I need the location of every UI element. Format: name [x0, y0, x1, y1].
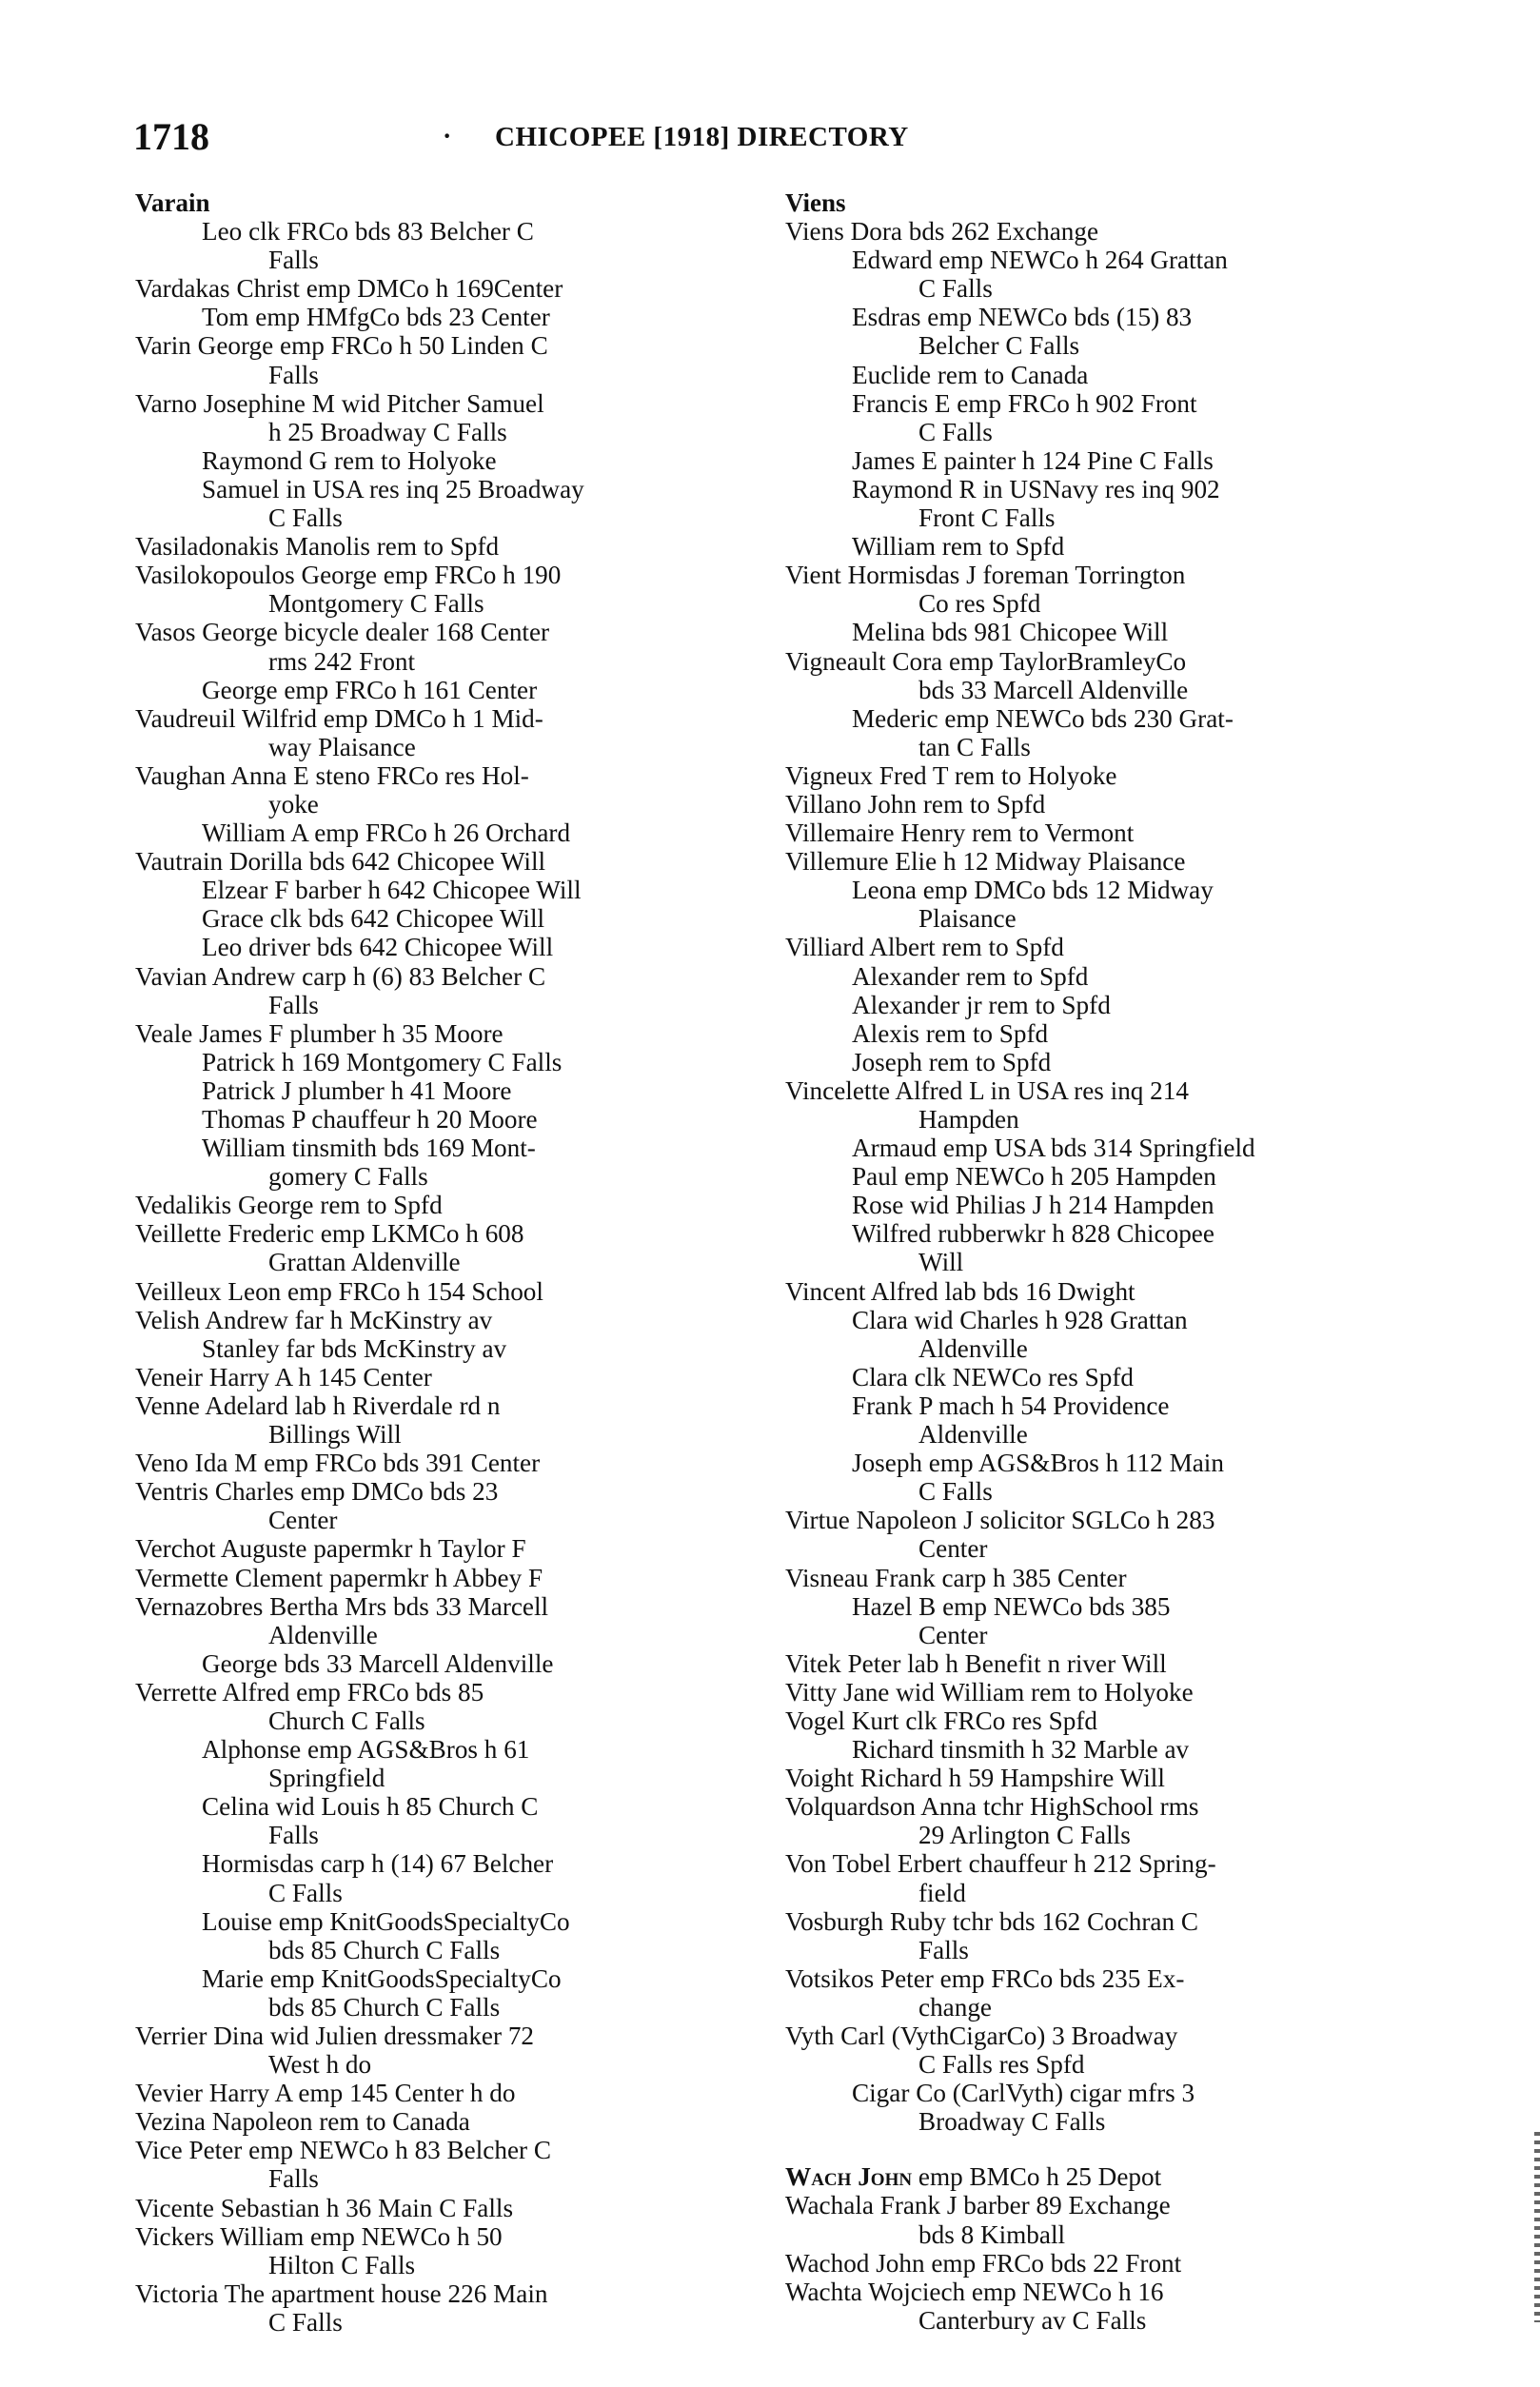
directory-entry: Veilleux Leon emp FRCo h 154 School: [135, 1276, 543, 1306]
directory-entry: Velish Andrew far h McKinstry av: [135, 1305, 493, 1334]
directory-entry: Vermette Clement papermkr h Abbey F: [135, 1563, 543, 1592]
entry-continuation: C Falls: [918, 1477, 993, 1507]
entry-continuation: way Plaisance: [268, 732, 416, 761]
directory-sub-entry: Patrick J plumber h 41 Moore: [202, 1075, 512, 1105]
directory-entry: Viens Dora bds 262 Exchange: [785, 217, 1099, 247]
directory-sub-entry: Alexander jr rem to Spfd: [852, 990, 1111, 1019]
directory-entry: Vogel Kurt clk FRCo res Spfd: [785, 1706, 1098, 1735]
directory-entry: Vautrain Dorilla bds 642 Chicopee Will: [135, 847, 546, 877]
entry-continuation: Aldenville: [918, 1420, 1028, 1450]
directory-sub-entry: Elzear F barber h 642 Chicopee Will: [202, 876, 582, 905]
directory-entry: Virtue Napoleon J solicitor SGLCo h 283: [785, 1506, 1215, 1535]
directory-entry: Volquardson Anna tchr HighSchool rms: [785, 1792, 1199, 1822]
directory-sub-entry: Richard tinsmith h 32 Marble av: [852, 1735, 1190, 1765]
entry-continuation: Hampden: [918, 1105, 1019, 1134]
directory-sub-entry: Thomas P chauffeur h 20 Moore: [202, 1105, 538, 1134]
directory-sub-entry: Cigar Co (CarlVyth) cigar mfrs 3: [852, 2079, 1195, 2108]
entry-continuation: tan C Falls: [918, 732, 1031, 761]
entry-continuation: C Falls: [268, 503, 343, 533]
directory-entry: Vezina Napoleon rem to Canada: [135, 2107, 470, 2137]
entry-continuation: Belcher C Falls: [918, 331, 1080, 361]
entry-continuation: bds 33 Marcell Aldenville: [918, 675, 1189, 704]
directory-entry: Vasiladonakis Manolis rem to Spfd: [135, 532, 500, 562]
directory-entry: Vevier Harry A emp 145 Center h do: [135, 2079, 516, 2108]
directory-entry: Vaughan Anna E steno FRCo res Hol-: [135, 760, 529, 790]
directory-entry: Vernazobres Bertha Mrs bds 33 Marcell: [135, 1591, 549, 1621]
directory-sub-entry: Grace clk bds 642 Chicopee Will: [202, 904, 545, 934]
directory-sub-entry: Alphonse emp AGS&Bros h 61: [202, 1735, 530, 1765]
directory-entry: Vyth Carl (VythCigarCo) 3 Broadway: [785, 2022, 1178, 2050]
directory-sub-entry: Euclide rem to Canada: [852, 360, 1089, 389]
directory-sub-entry: Hazel B emp NEWCo bds 385: [852, 1591, 1171, 1621]
entry-continuation: gomery C Falls: [268, 1162, 428, 1192]
directory-sub-entry: Tom emp HMfgCo bds 23 Center: [202, 303, 550, 332]
directory-entry: Wachod John emp FRCo bds 22 Front: [785, 2248, 1182, 2278]
directory-sub-entry: Frank P mach h 54 Providence: [852, 1391, 1170, 1420]
entry-continuation: Center: [918, 1534, 988, 1564]
entry-continuation: C Falls: [268, 2307, 343, 2337]
directory-sub-entry: Raymond G rem to Holyoke: [202, 445, 497, 475]
directory-sub-entry: Wilfred rubberwkr h 828 Chicopee: [852, 1219, 1214, 1249]
entry-continuation: Broadway C Falls: [918, 2107, 1106, 2137]
directory-entry: Veneir Harry A h 145 Center: [135, 1362, 432, 1391]
section-heading: Varain: [135, 188, 210, 217]
directory-sub-entry: Melina bds 981 Chicopee Will: [852, 618, 1169, 647]
directory-sub-entry: Stanley far bds McKinstry av: [202, 1333, 507, 1363]
page-number: 1718: [133, 115, 209, 158]
directory-sub-entry: Clara clk NEWCo res Spfd: [852, 1362, 1134, 1391]
directory-sub-entry: Leona emp DMCo bds 12 Midway: [852, 876, 1214, 905]
entry-continuation: bds 85 Church C Falls: [268, 1992, 501, 2022]
directory-entry: Venne Adelard lab h Riverdale rd n: [135, 1391, 501, 1420]
directory-entry: Veillette Frederic emp LKMCo h 608: [135, 1219, 524, 1249]
directory-entry: Veno Ida M emp FRCo bds 391 Center: [135, 1449, 541, 1478]
directory-entry: Vigneux Fred T rem to Holyoke: [785, 760, 1117, 790]
directory-sub-entry: Marie emp KnitGoodsSpecialtyCo: [202, 1963, 562, 1993]
entry-continuation: Church C Falls: [268, 1706, 425, 1735]
directory-entry: Vickers William emp NEWCo h 50: [135, 2221, 503, 2251]
entry-continuation: yoke: [268, 789, 319, 819]
entry-continuation: Aldenville: [918, 1333, 1028, 1363]
directory-entry: Vasos George bicycle dealer 168 Center: [135, 618, 550, 647]
section-heading: Viens: [785, 188, 846, 217]
directory-sub-entry: Armaud emp USA bds 314 Springfield: [852, 1134, 1255, 1163]
directory-entry: Varin George emp FRCo h 50 Linden C: [135, 331, 548, 361]
directory-entry: Villemaire Henry rem to Vermont: [785, 819, 1135, 848]
running-title: CHICOPEE [1918] DIRECTORY: [495, 122, 909, 152]
directory-entry: [785, 2162, 1394, 2191]
entry-continuation: C Falls: [268, 1878, 343, 1907]
entry-name-smallcaps: Wach John: [785, 2162, 913, 2192]
entry-continuation: field: [918, 1878, 966, 1907]
entry-continuation: 29 Arlington C Falls: [918, 1821, 1131, 1850]
entry-continuation: Will: [918, 1248, 964, 1277]
directory-entry: Vigneault Cora emp TaylorBramleyCo: [785, 646, 1187, 676]
directory-entry: Votsikos Peter emp FRCo bds 235 Ex-: [785, 1963, 1185, 1993]
directory-sub-entry: Francis E emp FRCo h 902 Front: [852, 388, 1197, 418]
directory-sub-entry: George bds 33 Marcell Aldenville: [202, 1648, 554, 1678]
directory-entry: Ventris Charles emp DMCo bds 23: [135, 1477, 499, 1507]
entry-continuation: West h do: [268, 2050, 372, 2080]
page-header: [133, 114, 1437, 171]
entry-continuation: h 25 Broadway C Falls: [268, 417, 507, 446]
directory-sub-entry: James E painter h 124 Pine C Falls: [852, 445, 1214, 475]
directory-entry: Vosburgh Ruby tchr bds 162 Cochran C: [785, 1906, 1198, 1936]
directory-sub-entry: George emp FRCo h 161 Center: [202, 675, 538, 704]
directory-sub-entry: Clara wid Charles h 928 Grattan: [852, 1305, 1188, 1334]
directory-sub-entry: Joseph emp AGS&Bros h 112 Main: [852, 1449, 1224, 1478]
entry-continuation: rms 242 Front: [268, 646, 416, 676]
entry-continuation: Springfield: [268, 1764, 385, 1793]
entry-continuation: Canterbury av C Falls: [918, 2305, 1147, 2335]
entry-continuation: Falls: [918, 1935, 969, 1964]
directory-entry: Wachala Frank J barber 89 Exchange: [785, 2191, 1171, 2220]
directory-sub-entry: William rem to Spfd: [852, 532, 1065, 562]
entry-continuation: Center: [268, 1506, 338, 1535]
entry-continuation: bds 8 Kimball: [918, 2219, 1066, 2249]
directory-sub-entry: Celina wid Louis h 85 Church C: [202, 1792, 539, 1822]
directory-entry: Vient Hormisdas J foreman Torrington: [785, 561, 1186, 590]
entry-continuation: Co res Spfd: [918, 589, 1041, 619]
entry-continuation: Falls: [268, 246, 319, 275]
directory-entry: Visneau Frank carp h 385 Center: [785, 1563, 1127, 1592]
directory-entry: Wachta Wojciech emp NEWCo h 16: [785, 2277, 1164, 2306]
entry-continuation: Hilton C Falls: [268, 2250, 416, 2279]
entry-continuation: Front C Falls: [918, 503, 1056, 533]
directory-entry: Verrette Alfred emp FRCo bds 85: [135, 1677, 484, 1706]
directory-entry: Villano John rem to Spfd: [785, 789, 1046, 819]
directory-entry: Verchot Auguste papermkr h Taylor F: [135, 1534, 526, 1564]
directory-sub-entry: William tinsmith bds 169 Mont-: [202, 1134, 536, 1163]
directory-sub-entry: Rose wid Philias J h 214 Hampden: [852, 1191, 1214, 1220]
entry-continuation: bds 85 Church C Falls: [268, 1935, 501, 1964]
scan-edge-marks: [1534, 2132, 1540, 2322]
directory-sub-entry: Mederic emp NEWCo bds 230 Grat-: [852, 703, 1234, 733]
directory-entry: Victoria The apartment house 226 Main: [135, 2278, 548, 2308]
directory-entry: Villemure Elie h 12 Midway Plaisance: [785, 847, 1186, 877]
left-column: [135, 188, 744, 2337]
directory-sub-entry: Hormisdas carp h (14) 67 Belcher: [202, 1849, 554, 1879]
entry-continuation: Billings Will: [268, 1420, 402, 1450]
directory-entry: Vasilokopoulos George emp FRCo h 190: [135, 561, 562, 590]
directory-sub-entry: Raymond R in USNavy res inq 902: [852, 474, 1220, 503]
directory-entry: Verrier Dina wid Julien dressmaker 72: [135, 2022, 535, 2050]
directory-sub-entry: Samuel in USA res inq 25 Broadway: [202, 474, 584, 503]
directory-sub-entry: Joseph rem to Spfd: [852, 1047, 1052, 1076]
entry-continuation: Falls: [268, 360, 319, 389]
directory-entry: Vincelette Alfred L in USA res inq 214: [785, 1075, 1189, 1105]
entry-continuation: Falls: [268, 1821, 319, 1850]
directory-entry: Vitek Peter lab h Benefit n river Will: [785, 1648, 1167, 1678]
directory-entry: Veale James F plumber h 35 Moore: [135, 1018, 503, 1048]
entry-detail: emp BMCo h 25 Depot: [912, 2162, 1162, 2192]
directory-entry: Vice Peter emp NEWCo h 83 Belcher C: [135, 2136, 552, 2165]
entry-continuation: Falls: [268, 2164, 319, 2194]
directory-entry: Vedalikis George rem to Spfd: [135, 1191, 443, 1220]
entry-continuation: Center: [918, 1620, 988, 1649]
directory-entry: Villiard Albert rem to Spfd: [785, 933, 1064, 962]
directory-entry: Vavian Andrew carp h (6) 83 Belcher C: [135, 961, 546, 991]
directory-entry: Vicente Sebastian h 36 Main C Falls: [135, 2193, 514, 2222]
entry-continuation: C Falls: [918, 274, 993, 304]
directory-sub-entry: Patrick h 169 Montgomery C Falls: [202, 1047, 563, 1076]
directory-entry: Vitty Jane wid William rem to Holyoke: [785, 1677, 1194, 1706]
entry-continuation: Aldenville: [268, 1620, 378, 1649]
entry-continuation: Montgomery C Falls: [268, 589, 484, 619]
directory-entry: Von Tobel Erbert chauffeur h 212 Spring-: [785, 1849, 1216, 1879]
directory-sub-entry: Louise emp KnitGoodsSpecialtyCo: [202, 1906, 570, 1936]
directory-sub-entry: Edward emp NEWCo h 264 Grattan: [852, 246, 1228, 275]
section-gap: [785, 2136, 1394, 2162]
directory-sub-entry: Alexis rem to Spfd: [852, 1018, 1049, 1048]
directory-entry: Vardakas Christ emp DMCo h 169Center: [135, 274, 563, 304]
directory-entry: Voight Richard h 59 Hampshire Will: [785, 1764, 1165, 1793]
directory-sub-entry: Leo driver bds 642 Chicopee Will: [202, 933, 554, 962]
entry-continuation: Falls: [268, 990, 319, 1019]
entry-continuation: C Falls res Spfd: [918, 2050, 1085, 2080]
directory-sub-entry: Esdras emp NEWCo bds (15) 83: [852, 303, 1193, 332]
directory-sub-entry: Alexander rem to Spfd: [852, 961, 1089, 991]
directory-entry: Vincent Alfred lab bds 16 Dwight: [785, 1276, 1135, 1306]
right-column: [785, 188, 1394, 2335]
header-dot: ·: [443, 122, 452, 151]
directory-sub-entry: William A emp FRCo h 26 Orchard: [202, 819, 571, 848]
entry-continuation: Grattan Aldenville: [268, 1248, 461, 1277]
entry-continuation: C Falls: [918, 417, 993, 446]
directory-entry: Varno Josephine M wid Pitcher Samuel: [135, 388, 544, 418]
directory-sub-entry: Leo clk FRCo bds 83 Belcher C: [202, 217, 534, 247]
entry-continuation: change: [918, 1992, 992, 2022]
directory-entry: Vaudreuil Wilfrid emp DMCo h 1 Mid-: [135, 703, 543, 733]
entry-continuation: Plaisance: [918, 904, 1017, 934]
directory-sub-entry: Paul emp NEWCo h 205 Hampden: [852, 1162, 1216, 1192]
